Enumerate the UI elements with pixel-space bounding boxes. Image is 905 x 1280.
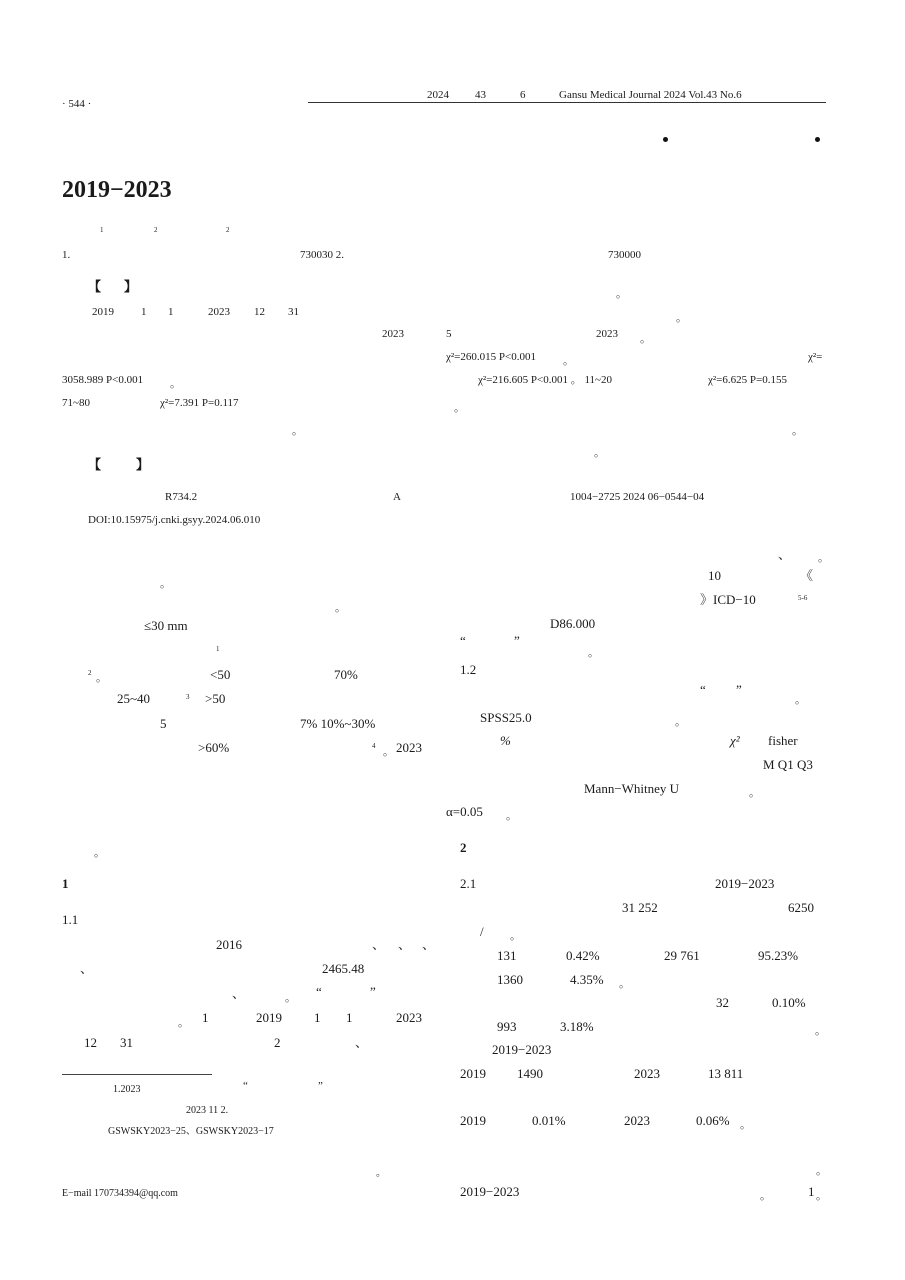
intro-lt50: <50 bbox=[210, 667, 231, 682]
s21-r5-c4: 13 811 bbox=[708, 1066, 744, 1081]
footnote-line-1: 1.2023 bbox=[113, 1084, 141, 1095]
icd-ref: 5-6 bbox=[798, 594, 808, 602]
footnote-quote-close: ” bbox=[318, 1080, 323, 1092]
footnote-quote-open: “ bbox=[243, 1080, 248, 1092]
intro-mark-3: 。 bbox=[96, 672, 107, 684]
page-number: · 544 · bbox=[62, 98, 92, 110]
section-2-1-total: 31 252 bbox=[622, 900, 658, 915]
right-quote-open: “ bbox=[460, 633, 466, 648]
header-journal-name: Gansu Medical Journal 2024 Vol.43 No.6 bbox=[559, 89, 742, 101]
article-title: 2019−2023 bbox=[62, 177, 172, 203]
right-mark-4: 。 bbox=[675, 716, 686, 728]
icd-number: 10 bbox=[708, 568, 721, 583]
icd-text: 》ICD−10 bbox=[700, 592, 756, 607]
abstract-year-2023-b: 2023 bbox=[596, 328, 618, 340]
abstract-mark-5: 。 bbox=[170, 378, 181, 390]
s21-last-num: 1 bbox=[808, 1184, 815, 1199]
s21-mark-3: 。 bbox=[815, 1025, 826, 1037]
s21-r2-c2: 4.35% bbox=[570, 972, 604, 987]
intro-mark-4: 。 bbox=[383, 746, 394, 758]
s21-r5-c1: 2019 bbox=[460, 1066, 486, 1081]
footnote-grant-numbers: GSWSKY2023−25、GSWSKY2023−17 bbox=[108, 1126, 274, 1137]
fisher-test: fisher bbox=[768, 733, 798, 748]
s21-r1-c2: 0.42% bbox=[566, 948, 600, 963]
s21-r6-c2: 0.01% bbox=[532, 1113, 566, 1128]
s21-r3-c2: 0.10% bbox=[772, 995, 806, 1010]
right-quote-open-2: “ bbox=[700, 682, 706, 697]
section-1-1-quote-close: ” bbox=[370, 984, 376, 999]
abstract-chi-5: χ²=7.391 P=0.117 bbox=[160, 397, 239, 409]
author-sup-2: 2 bbox=[154, 226, 158, 234]
abstract-age-range: 71~80 bbox=[62, 397, 90, 409]
abstract-chi-4: χ²=6.625 P=0.155 bbox=[708, 374, 787, 386]
header-issue: 6 bbox=[520, 89, 526, 101]
abstract-date-4: 2023 bbox=[208, 306, 230, 318]
footnote-line-2: 2023 11 2. bbox=[186, 1105, 229, 1116]
affiliation-postcode-2: 730000 bbox=[608, 249, 641, 261]
abstract-chi-2-value: 3058.989 P<0.001 bbox=[62, 374, 144, 386]
section-1-1-date-3: 1 bbox=[346, 1010, 353, 1025]
abstract-bracket-open: 【 bbox=[88, 279, 102, 294]
author-sup-1: 1 bbox=[100, 226, 104, 234]
s21-r1-c3: 29 761 bbox=[664, 948, 700, 963]
intro-year-2023: 2023 bbox=[396, 740, 422, 755]
s21-mark-2: 。 bbox=[619, 978, 630, 990]
section-1-1-comma-2: 、 bbox=[398, 937, 412, 952]
intro-ref-1: 1 bbox=[216, 645, 220, 653]
intro-mark-5: 。 bbox=[94, 847, 105, 859]
section-1-1-comma-5: 、 bbox=[232, 986, 246, 1001]
alpha-level: α=0.05 bbox=[446, 804, 483, 819]
abstract-mark-3: 。 bbox=[640, 333, 651, 345]
clc-number: R734.2 bbox=[165, 491, 198, 503]
right-mark-6: 。 bbox=[506, 810, 517, 822]
s21-r6-c3: 2023 bbox=[624, 1113, 650, 1128]
s21-r1-c1: 131 bbox=[497, 948, 517, 963]
s21-r5-c3: 2023 bbox=[634, 1066, 660, 1081]
abstract-date-3: 1 bbox=[168, 306, 174, 318]
section-1-1-quote-open: “ bbox=[316, 984, 322, 999]
s21-mark-1: 。 bbox=[510, 930, 521, 942]
document-code: A bbox=[393, 491, 401, 503]
abstract-date-5: 12 bbox=[254, 306, 265, 318]
s21-mark-7: 。 bbox=[816, 1190, 827, 1202]
intro-range-25-40: 25~40 bbox=[117, 691, 151, 706]
section-1-1-comma-4: 、 bbox=[80, 961, 94, 976]
intro-gt60: >60% bbox=[198, 740, 230, 755]
abstract-year-2023: 2023 bbox=[382, 328, 404, 340]
abstract-date-6: 31 bbox=[288, 306, 299, 318]
abstract-mark-9: 。 bbox=[594, 447, 605, 459]
s21-r4-c1: 993 bbox=[497, 1019, 517, 1034]
keywords-bracket-close: 】 bbox=[136, 457, 150, 472]
right-quote-close-2: ” bbox=[736, 682, 742, 697]
s21-mark-6: 。 bbox=[760, 1190, 771, 1202]
s21-r3-c1: 32 bbox=[716, 995, 729, 1010]
icd-code: D86.000 bbox=[550, 616, 596, 631]
abstract-mark-4: 。 bbox=[563, 355, 574, 367]
abstract-mark-8: 。 bbox=[792, 425, 803, 437]
abstract-chi-1: χ²=260.015 P<0.001 bbox=[446, 351, 536, 363]
affiliation-1: 1. bbox=[62, 249, 71, 261]
s21-mark-4: 。 bbox=[740, 1119, 751, 1131]
section-1-1-mark-2: 。 bbox=[178, 1017, 189, 1029]
s21-r1-c4: 95.23% bbox=[758, 948, 799, 963]
s21-r5-c2: 1490 bbox=[517, 1066, 543, 1081]
doi: DOI:10.15975/j.cnki.gsyy.2024.06.010 bbox=[88, 514, 261, 526]
s21-mark-5: 。 bbox=[816, 1165, 827, 1177]
right-mark-3: 。 bbox=[795, 694, 806, 706]
right-quote-close: ” bbox=[514, 633, 520, 648]
article-id: 1004−2725 2024 06−0544−04 bbox=[570, 491, 705, 503]
mann-whitney: Mann−Whitney U bbox=[584, 781, 680, 796]
abstract-mark: 。 bbox=[616, 288, 627, 300]
section-1-1-date-4: 2023 bbox=[396, 1010, 422, 1025]
keywords-bracket-open: 【 bbox=[88, 457, 102, 472]
intro-mark-2: 。 bbox=[335, 602, 346, 614]
section-1-2-heading: 1.2 bbox=[460, 662, 477, 677]
abstract-mark-6: 。 bbox=[454, 402, 465, 414]
percent-symbol: % bbox=[500, 733, 511, 748]
s21-r6-c1: 2019 bbox=[460, 1113, 486, 1128]
intro-size: ≤30 mm bbox=[144, 618, 188, 633]
section-1-heading: 1 bbox=[62, 876, 69, 891]
section-1-1-comma-3: 、 bbox=[422, 937, 436, 952]
section-1-1-date-1: 2019 bbox=[256, 1010, 282, 1025]
section-1-1-fig-ref: 1 bbox=[202, 1010, 209, 1025]
abstract-chi-3: χ²=216.605 P<0.001 。 11~20 bbox=[478, 374, 612, 386]
abstract-date-2: 1 bbox=[141, 306, 147, 318]
author-sup-3: 2 bbox=[226, 226, 230, 234]
section-2-1-slash: / bbox=[480, 924, 484, 939]
header-year: 2024 bbox=[427, 89, 449, 101]
section-dot-left bbox=[663, 137, 668, 142]
section-2-1-6250: 6250 bbox=[788, 900, 814, 915]
spss-version: SPSS25.0 bbox=[480, 710, 532, 725]
affiliation-postcode-1: 730030 2. bbox=[300, 249, 344, 261]
intro-pct70: 70% bbox=[334, 667, 358, 682]
section-1-1-date-6: 31 bbox=[120, 1035, 133, 1050]
intro-mark-1: 。 bbox=[160, 578, 171, 590]
header-rule bbox=[308, 102, 826, 103]
intro-gt50: >50 bbox=[205, 691, 226, 706]
s21-r4-c2: 3.18% bbox=[560, 1019, 594, 1034]
icd-bracket: 《 bbox=[800, 568, 814, 583]
s21-last-range: 2019−2023 bbox=[460, 1184, 520, 1199]
abstract-bracket-close: 】 bbox=[124, 279, 138, 294]
s21-r6-c4: 0.06% bbox=[696, 1113, 730, 1128]
intro-five: 5 bbox=[160, 716, 167, 731]
section-1-1-table-ref: 2 bbox=[274, 1035, 281, 1050]
section-1-1-date-5: 12 bbox=[84, 1035, 97, 1050]
s21-range-2: 2019−2023 bbox=[492, 1042, 552, 1057]
intro-ref-4: 4 bbox=[372, 742, 376, 750]
footnote-mark: 。 bbox=[376, 1168, 386, 1179]
abstract-date-1: 2019 bbox=[92, 306, 114, 318]
right-mark-1: 。 bbox=[818, 552, 829, 564]
abstract-chi-2: χ²= bbox=[808, 351, 823, 363]
section-1-1-date-2: 1 bbox=[314, 1010, 321, 1025]
intro-ref-3: 3 bbox=[186, 693, 190, 701]
section-1-1-year: 2016 bbox=[216, 937, 242, 952]
right-mark-5: 。 bbox=[749, 787, 760, 799]
section-2-1-range: 2019−2023 bbox=[715, 876, 775, 891]
intro-ref-2: 2 bbox=[88, 669, 92, 677]
section-1-1-heading: 1.1 bbox=[62, 912, 79, 927]
abstract-mark-2: 。 bbox=[676, 312, 687, 324]
section-2-heading: 2 bbox=[460, 840, 467, 855]
chi-square-symbol: χ² bbox=[730, 733, 740, 748]
intro-percentages: 7% 10%~30% bbox=[300, 716, 376, 731]
section-dot-right bbox=[815, 137, 820, 142]
right-mark-2: 。 bbox=[588, 647, 599, 659]
section-1-1-mark: 。 bbox=[285, 992, 296, 1004]
s21-r2-c1: 1360 bbox=[497, 972, 523, 987]
abstract-mark-7: 。 bbox=[292, 425, 303, 437]
section-1-1-comma-1: 、 bbox=[372, 937, 386, 952]
section-2-1-heading: 2.1 bbox=[460, 876, 477, 891]
right-comma-1: 、 bbox=[778, 547, 792, 562]
section-1-1-number: 2465.48 bbox=[322, 961, 365, 976]
corresponding-email: E−mail 170734394@qq.com bbox=[62, 1188, 178, 1199]
section-1-1-comma-6: 、 bbox=[355, 1035, 369, 1050]
abstract-five: 5 bbox=[446, 328, 452, 340]
median-quartiles: M Q1 Q3 bbox=[763, 757, 813, 772]
header-volume: 43 bbox=[475, 89, 486, 101]
footnote-rule bbox=[62, 1074, 212, 1075]
